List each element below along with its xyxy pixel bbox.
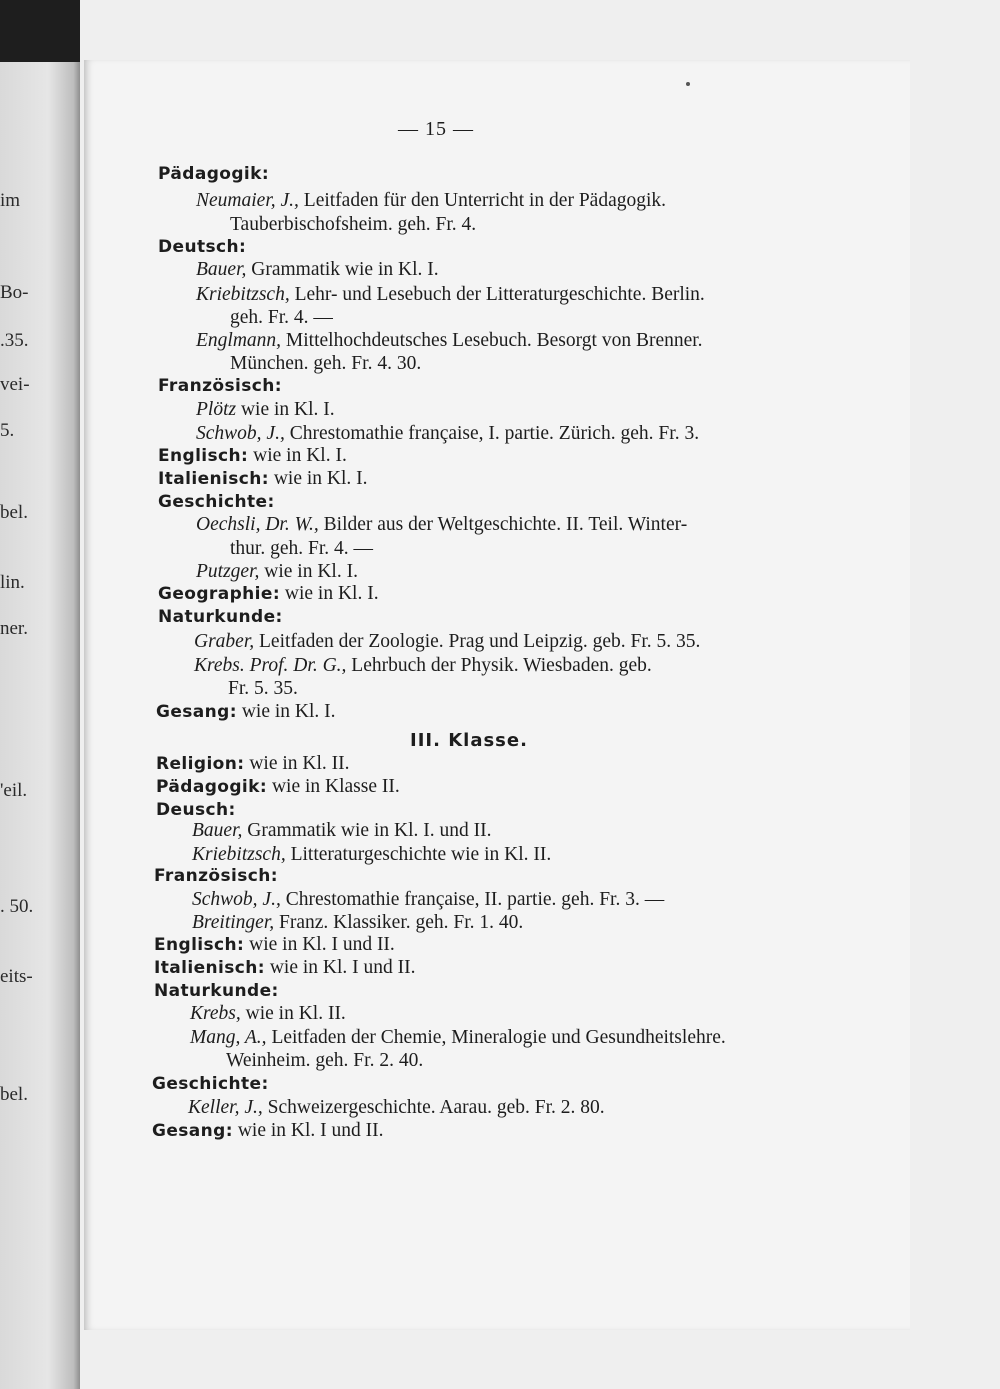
heading-label: Pädagogik: (156, 777, 268, 797)
book-entry (192, 911, 523, 935)
entry-text: Grammatik wie in Kl. I. (246, 259, 439, 280)
heading-label: Englisch: (158, 446, 249, 466)
author-name: Keller, J., (188, 1097, 263, 1118)
page-number: — 15 — (398, 118, 474, 140)
entry-text: Chrestomathie française, I. partie. Zürich. geh. Fr. 3. (284, 423, 700, 444)
entry-text: wie in Kl. II. (244, 753, 350, 774)
entry-continuation (228, 677, 298, 701)
heading-label: Gesang: (156, 702, 237, 722)
entry-text: wie in Kl. I. (236, 399, 335, 420)
entry-text: wie in Kl. I. (259, 561, 358, 582)
left-fragment: ner. (0, 618, 28, 639)
heading-label: Naturkunde: (154, 981, 279, 1001)
entry-text: Schweizergeschichte. Aarau. geb. Fr. 2. 80. (262, 1097, 605, 1118)
entry-text: wie in Kl. I. (236, 701, 336, 722)
author-name: Graber, (194, 631, 255, 652)
author-name: Kriebitzsch, (196, 284, 290, 305)
heading-label: Englisch: (154, 935, 245, 955)
entry-text: Lehr- und Lesebuch der Litteraturgeschichte. Berlin. (289, 284, 705, 305)
book-entry (192, 888, 664, 912)
author-name: Schwob, J., (192, 889, 281, 910)
heading-label: Geschichte: (152, 1074, 269, 1094)
section-heading (158, 162, 269, 186)
entry-text: wie in Kl. II. (240, 1003, 346, 1024)
heading-label: Geographie: (158, 584, 281, 604)
author-name: Oechsli, Dr. W., (196, 514, 319, 535)
left-fragment: bel. (0, 1084, 28, 1105)
left-fragment: 'eil. (0, 780, 28, 801)
section-line (158, 444, 347, 468)
section-heading (154, 979, 279, 1003)
heading-label: Deusch: (156, 800, 236, 820)
section-line (156, 700, 336, 724)
author-name: Plötz (196, 399, 237, 420)
heading-label: Geschichte: (158, 492, 275, 512)
heading-label: Gesang: (152, 1121, 233, 1141)
author-name: Bauer, (192, 820, 243, 841)
entry-text: Litteraturgeschichte wie in Kl. II. (285, 844, 552, 865)
author-name: Breitinger, (192, 912, 275, 933)
author-name: Neumaier, J., (196, 190, 299, 211)
entry-text: wie in Kl. I und II. (244, 934, 395, 955)
section-line (154, 933, 395, 957)
section-line (158, 582, 379, 606)
section-line (154, 956, 416, 980)
entry-text: wie in Klasse II. (267, 776, 400, 797)
heading-label: Französisch: (158, 376, 282, 396)
entry-text: Fr. 5. 35. (228, 678, 298, 699)
entry-text: thur. geh. Fr. 4. — (230, 538, 374, 559)
heading-label: Französisch: (154, 866, 278, 886)
left-fragment: 5. (0, 420, 15, 441)
section-heading (158, 374, 282, 398)
entry-text: Leitfaden der Zoologie. Prag und Leipzig. geb. Fr. 5. 35. (254, 631, 701, 652)
heading-label: Naturkunde: (158, 607, 283, 627)
left-page-edge (0, 62, 80, 1389)
entry-text: Grammatik wie in Kl. I. und II. (242, 820, 492, 841)
heading-label: Italienisch: (158, 469, 269, 489)
section-heading (154, 864, 278, 888)
left-fragment: im (0, 190, 21, 211)
author-name: Krebs. Prof. Dr. G., (194, 655, 347, 676)
left-fragment: Bo- (0, 282, 29, 303)
author-name: Kriebitzsch, (192, 844, 286, 865)
entry-continuation (230, 352, 421, 376)
entry-text: Tauberbischofsheim. geh. Fr. 4. (230, 214, 477, 235)
book-entry (196, 329, 703, 353)
entry-text: Lehrbuch der Physik. Wiesbaden. geb. (346, 655, 652, 676)
section-heading (158, 605, 283, 629)
book-entry (196, 560, 358, 584)
author-name: Krebs, (190, 1003, 241, 1024)
section-heading (158, 490, 275, 514)
left-fragment: . 50. (0, 896, 34, 917)
author-name: Mang, A., (190, 1027, 267, 1048)
scan-border (0, 0, 80, 62)
book-entry (190, 1002, 346, 1026)
entry-text: wie in Kl. I. (248, 445, 347, 466)
entry-continuation (226, 1049, 423, 1073)
author-name: Putzger, (196, 561, 260, 582)
class-heading: III. Klasse. (410, 730, 528, 751)
author-name: Englmann, (196, 330, 282, 351)
entry-text: Weinheim. geh. Fr. 2. 40. (226, 1050, 424, 1071)
heading-label: Deutsch: (158, 237, 247, 257)
entry-text: Franz. Klassiker. geh. Fr. 1. 40. (274, 912, 524, 933)
section-line (152, 1119, 384, 1143)
entry-text: wie in Kl. I und II. (264, 957, 416, 978)
book-entry (196, 283, 705, 307)
book-entry (194, 654, 652, 678)
left-fragment: eits- (0, 966, 33, 987)
section-line (156, 775, 400, 799)
book-entry (196, 513, 687, 537)
book-entry (192, 819, 492, 843)
entry-continuation (230, 306, 333, 330)
section-heading (152, 1072, 269, 1096)
left-fragment: .35. (0, 330, 29, 351)
book-entry (194, 630, 700, 654)
left-fragment: lin. (0, 572, 25, 593)
left-fragment: bel. (0, 502, 28, 523)
left-fragment: vei- (0, 374, 30, 395)
entry-text: Leitfaden der Chemie, Mineralogie und Gesundheitslehre. (266, 1027, 726, 1048)
entry-text: geh. Fr. 4. — (230, 307, 333, 328)
entry-continuation (230, 213, 476, 237)
book-entry (188, 1096, 605, 1120)
section-line (156, 752, 350, 776)
entry-text: Chrestomathie française, II. partie. geh. Fr. 3. — (280, 889, 665, 910)
entry-continuation (230, 537, 373, 561)
entry-text: Leitfaden für den Unterricht in der Pädagogik. (298, 190, 667, 211)
book-entry (190, 1026, 726, 1050)
ink-speck (686, 82, 690, 86)
book-entry (196, 189, 666, 213)
author-name: Bauer, (196, 259, 247, 280)
section-line (158, 467, 368, 491)
entry-text: Mittelhochdeutsches Lesebuch. Besorgt von Brenner. (281, 330, 703, 351)
entry-text: wie in Kl. I und II. (232, 1120, 384, 1141)
book-entry (196, 422, 699, 446)
entry-text: München. geh. Fr. 4. 30. (230, 353, 422, 374)
heading-label: Italienisch: (154, 958, 265, 978)
entry-text: wie in Kl. I. (268, 468, 368, 489)
entry-text: wie in Kl. I. (280, 583, 379, 604)
heading-label: Religion: (156, 754, 245, 774)
entry-text: Bilder aus der Weltgeschichte. II. Teil. Winter- (318, 514, 688, 535)
book-entry (196, 258, 439, 282)
section-heading (158, 235, 246, 259)
book-entry (196, 398, 335, 422)
author-name: Schwob, J., (196, 423, 285, 444)
heading-label: Pädagogik: (158, 164, 270, 184)
